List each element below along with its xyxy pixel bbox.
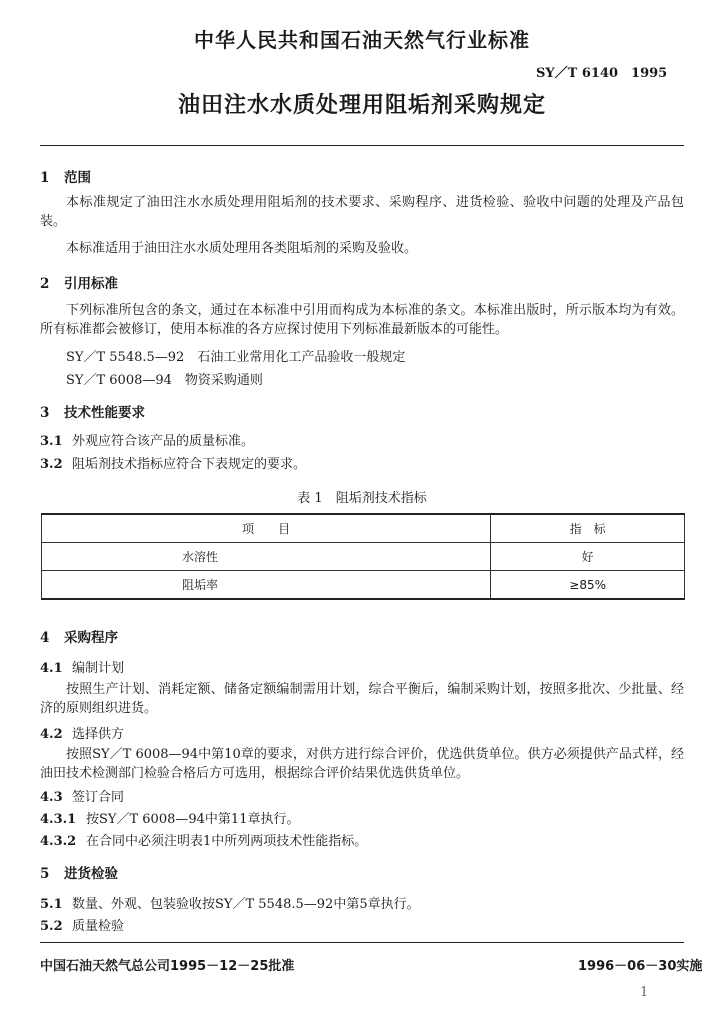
clause-4-3-1-number: 4.3.1 [40, 812, 77, 827]
clause-4-1-title: 编制计划 [72, 661, 125, 676]
table-cell-spec: ≥85% [491, 571, 685, 600]
section-1-paragraph-1: 本标准规定了油田注水水质处理用阻垢剂的技术要求、采购程序、进货检验、验收中问题的处理及产品包装。 [40, 195, 684, 229]
clause-3-1-number: 3.1 [40, 434, 63, 449]
clause-3-2 [40, 453, 306, 472]
section-3-heading [40, 401, 145, 421]
clause-4-3-1-text: 按SY／T 6008—94中第11章执行。 [86, 812, 300, 827]
table-cell-item: 阻垢率 [42, 571, 491, 600]
section-4-number: 4 [40, 630, 50, 646]
clause-5-2 [40, 915, 124, 934]
clause-4-1 [40, 657, 124, 676]
spec-table [41, 513, 685, 600]
section-1-title: 范围 [64, 170, 91, 186]
section-2-number: 2 [40, 276, 50, 292]
clause-3-2-text: 阻垢剂技术指标应符合下表规定的要求。 [72, 457, 307, 472]
table-header-item: 项 目 [42, 514, 491, 543]
footer-rule [40, 942, 684, 943]
section-3-number: 3 [40, 405, 50, 421]
clause-3-1-text: 外观应符合该产品的质量标准。 [72, 434, 255, 449]
document-title: 油田注水水质处理用阻垢剂采购规定 [177, 93, 546, 118]
section-3-title: 技术性能要求 [64, 405, 145, 421]
clause-4-2-text: 按照SY／T 6008—94中第10章的要求，对供方进行综合评价，优选供货单位。供方必须提供产品式样，经油田技术检测部门检验合格后方可选用，根据综合评价结果优选供货单位。 [40, 747, 684, 781]
page-number: 1 [640, 985, 649, 1000]
table-header-spec: 指 标 [491, 514, 685, 543]
effective-date: 1996－06－30实施 [578, 959, 703, 974]
section-4-title: 采购程序 [64, 630, 118, 646]
clause-5-1-text: 数量、外观、包装验收按SY／T 5548.5—92中第5章执行。 [72, 897, 420, 912]
table-1-caption: 表 1 阻垢剂技术指标 [297, 491, 427, 506]
table-header-row [42, 514, 685, 543]
clause-4-2-title: 选择供方 [72, 727, 125, 742]
table-cell-item: 水溶性 [42, 543, 491, 571]
clause-3-1 [40, 430, 254, 449]
table-row [42, 571, 685, 600]
table-cell-spec: 好 [491, 543, 685, 571]
section-2-title: 引用标准 [64, 276, 118, 292]
clause-5-1 [40, 893, 420, 912]
clause-5-2-text: 质量检验 [72, 919, 125, 934]
clause-4-1-number: 4.1 [40, 661, 63, 676]
clause-4-3 [40, 786, 124, 805]
approval-line: 中国石油天然气总公司1995－12－25批准 [40, 959, 295, 974]
table-row [42, 543, 685, 571]
clause-4-1-text: 按照生产计划、消耗定额、储备定额编制需用计划，综合平衡后，编制采购计划，按照多批次、少批量、经济的原则组织进货。 [40, 682, 684, 716]
clause-4-3-2-number: 4.3.2 [40, 834, 77, 849]
clause-5-1-number: 5.1 [40, 897, 63, 912]
clause-3-2-number: 3.2 [40, 457, 63, 472]
section-5-title: 进货检验 [64, 866, 118, 882]
clause-4-2-number: 4.2 [40, 727, 63, 742]
section-2-heading [40, 272, 118, 292]
section-1-number: 1 [40, 170, 50, 186]
section-5-heading [40, 862, 118, 882]
section-4-heading [40, 626, 118, 646]
section-2-paragraph-1: 下列标准所包含的条文，通过在本标准中引用而构成为本标准的条文。本标准出版时，所示版本均为有效。所有标准都会被修订，使用本标准的各方应探讨使用下列标准最新版本的可能性。 [40, 303, 684, 337]
clause-4-2 [40, 723, 124, 742]
reference-2: SY／T 6008—94 物资采购通则 [66, 373, 263, 388]
section-5-number: 5 [40, 866, 50, 882]
clause-4-3-2 [40, 830, 367, 849]
standard-code: SY／T 6140 1995 [536, 66, 668, 81]
org-title: 中华人民共和国石油天然气行业标准 [194, 28, 530, 52]
clause-4-3-number: 4.3 [40, 790, 63, 805]
clause-4-3-title: 签订合同 [72, 790, 125, 805]
clause-4-3-1 [40, 808, 299, 827]
reference-1: SY／T 5548.5—92 石油工业常用化工产品验收一般规定 [66, 350, 406, 365]
clause-5-2-number: 5.2 [40, 919, 63, 934]
section-1-heading [40, 166, 91, 186]
section-1-paragraph-2: 本标准适用于油田注水水质处理用各类阻垢剂的采购及验收。 [66, 241, 418, 256]
clause-4-3-2-text: 在合同中必须注明表1中所列两项技术性能指标。 [86, 834, 368, 849]
header-rule [40, 145, 684, 146]
